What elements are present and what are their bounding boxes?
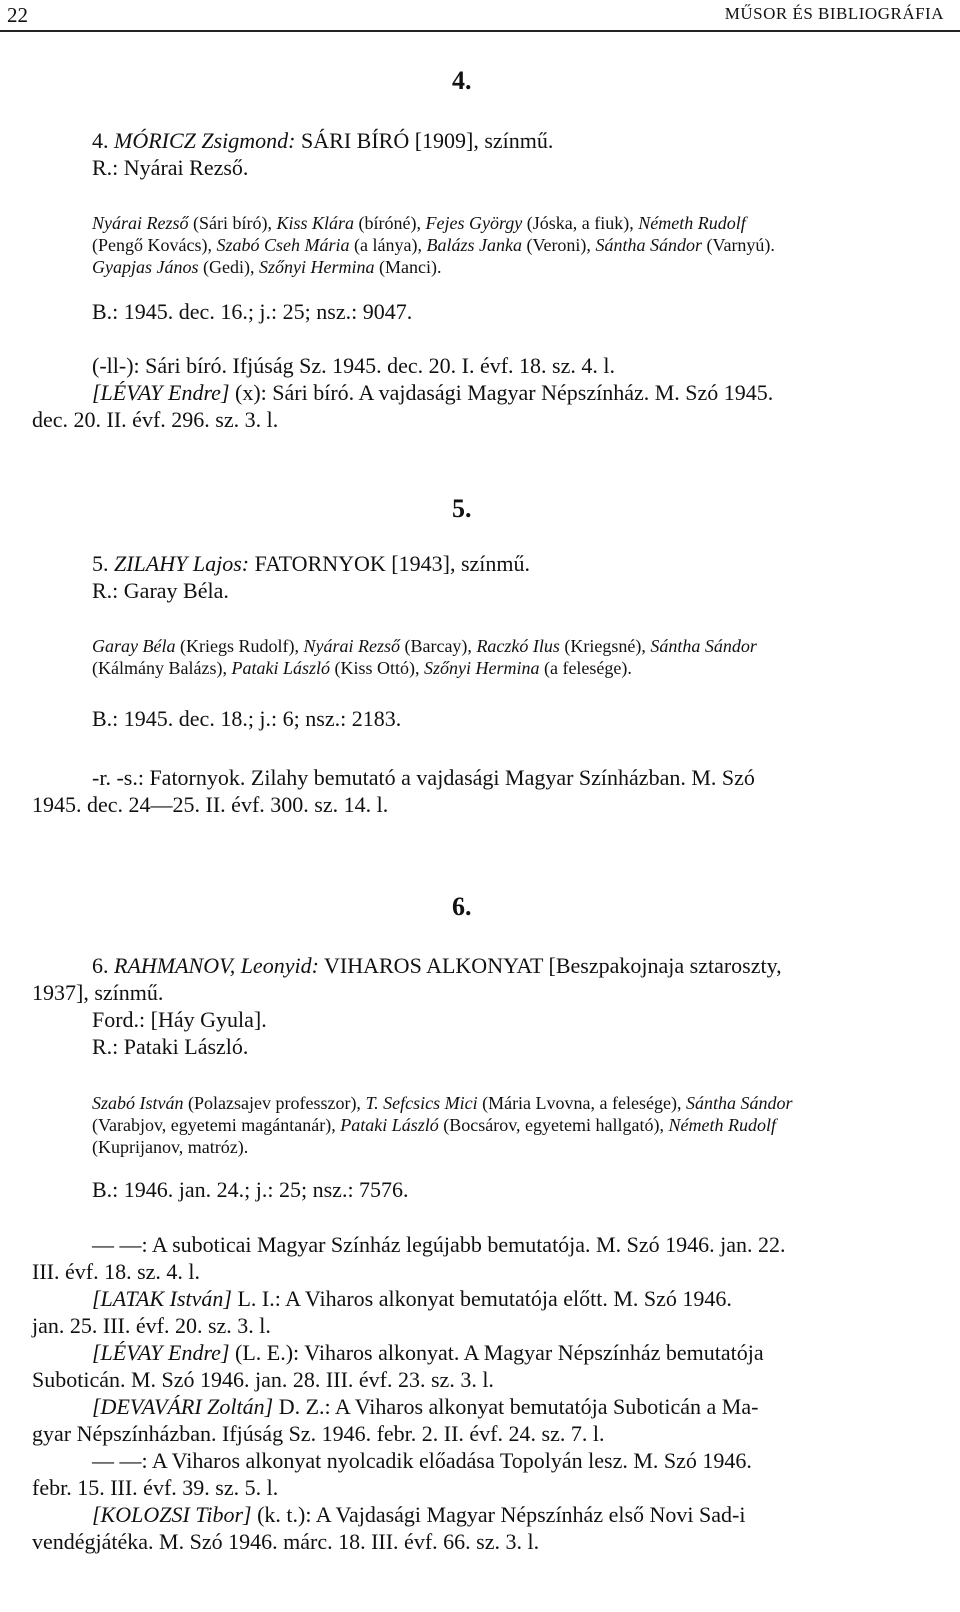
entry5-director: R.: Garay Béla. — [92, 578, 229, 603]
entry6-cast-line — [92, 1114, 776, 1136]
entry4-review-line — [32, 407, 278, 433]
entry5-title-number: 5. — [92, 551, 109, 576]
italic-name: Pataki László — [340, 1115, 439, 1135]
italic-name: Garay Béla — [92, 636, 176, 656]
entry5-cast-line — [92, 657, 632, 679]
italic-name: Sántha Sándor — [685, 1093, 793, 1113]
entry4-director: R.: Nyárai Rezső. — [92, 155, 249, 180]
text-segment: III. évf. 18. sz. 4. l. — [32, 1259, 201, 1284]
italic-name: Gyapjas János — [92, 257, 199, 277]
italic-name: Szabó István — [92, 1093, 184, 1113]
text-segment: (Manci). — [374, 257, 442, 277]
italic-name: Pataki László — [231, 658, 330, 678]
entry4-performance: B.: 1945. dec. 16.; j.: 25; nsz.: 9047. — [92, 299, 413, 324]
text-segment: (Varnyú). — [701, 235, 775, 255]
italic-name: Szőnyi Hermina — [423, 658, 540, 678]
text-segment: (Sári bíró), — [188, 213, 277, 233]
entry6-review-line — [92, 1232, 786, 1258]
italic-name: Fejes György — [425, 213, 523, 233]
running-head: MŰSOR ÉS BIBLIOGRÁFIA — [724, 4, 944, 23]
entry4-title: SÁRI BÍRÓ [1909], színmű. — [301, 128, 554, 153]
entry4-review-line — [92, 380, 773, 406]
text-segment: (Bocsárov, egyetemi hallgató), — [438, 1115, 669, 1135]
entry5-title-line — [92, 551, 530, 577]
italic-name: [LÉVAY Endre] — [92, 1340, 230, 1365]
entry5-author: ZILAHY Lajos: — [114, 551, 250, 576]
text-segment: (a lánya), — [349, 235, 427, 255]
entry4-cast-line — [92, 212, 746, 234]
entry6-review-line — [32, 1313, 271, 1339]
text-segment: (Varabjov, egyetemi magántanár), — [92, 1115, 341, 1135]
text-segment: (-ll-): Sári bíró. Ifjúság Sz. 1945. dec. 20. I. évf. 18. sz. 4. l. — [92, 353, 615, 378]
entry6-title-line — [92, 953, 782, 979]
text-segment: (Pengő Kovács), — [92, 235, 217, 255]
header-rule — [0, 30, 960, 32]
text-segment: (Jóska, a fiuk), — [522, 213, 639, 233]
text-segment: L. I.: A Viharos alkonyat bemutatója előtt. M. Szó 1946. — [231, 1286, 732, 1311]
page-header — [0, 0, 960, 40]
entry6-review-line — [32, 1259, 200, 1285]
italic-name: T. Sefcsics Mici — [365, 1093, 478, 1113]
text-segment: (Kiss Ottó), — [329, 658, 424, 678]
entry5-review-line — [32, 792, 388, 818]
text-segment: (Kálmány Balázs), — [92, 658, 232, 678]
text-segment: gyar Népszínházban. Ifjúság Sz. 1946. febr. 2. II. évf. 24. sz. 7. l. — [32, 1421, 605, 1446]
italic-name: Balázs Janka — [426, 235, 522, 255]
entry6-title-number: 6. — [92, 953, 109, 978]
entry4-author: MÓRICZ Zsigmond: — [114, 128, 296, 153]
text-segment: dec. 20. II. évf. 296. sz. 3. l. — [32, 407, 279, 432]
text-segment: — —: A suboticai Magyar Színház legújabb bemutatója. M. Szó 1946. jan. 22. — [92, 1232, 786, 1257]
text-segment: febr. 15. III. évf. 39. sz. 5. l. — [32, 1475, 279, 1500]
section-number-4: 4. — [452, 66, 472, 95]
entry5-review-line — [92, 765, 755, 791]
entry6-performance: B.: 1946. jan. 24.; j.: 25; nsz.: 7576. — [92, 1177, 409, 1202]
entry6-review-line — [32, 1475, 278, 1501]
entry5-title: FATORNYOK [1943], színmű. — [254, 551, 531, 576]
entry6-title: VIHAROS ALKONYAT [Beszpakojnaja sztaroszty, — [324, 953, 782, 978]
entry6-review-line — [32, 1529, 539, 1555]
text-segment: (L. E.): Viharos alkonyat. A Magyar Népszínház bemutatója — [229, 1340, 764, 1365]
text-segment: — —: A Viharos alkonyat nyolcadik előadása Topolyán lesz. M. Szó 1946. — [92, 1448, 752, 1473]
italic-name: [LÉVAY Endre] — [92, 380, 230, 405]
italic-name: Sántha Sándor — [650, 636, 757, 656]
text-segment: vendégjátéka. M. Szó 1946. márc. 18. III. évf. 66. sz. 3. l. — [32, 1529, 540, 1554]
entry4-cast-line — [92, 256, 441, 278]
entry6-author: RAHMANOV, Leonyid: — [114, 953, 319, 978]
italic-name: Szőnyi Hermina — [258, 257, 375, 277]
entry4-cast-line — [92, 234, 775, 256]
italic-name: Kiss Klára — [276, 213, 355, 233]
entry5-performance: B.: 1945. dec. 18.; j.: 6; nsz.: 2183. — [92, 706, 402, 731]
entry6-translator: Ford.: [Háy Gyula]. — [92, 1007, 267, 1032]
entry6-title-continued: 1937], színmű. — [32, 980, 164, 1005]
text-segment: jan. 25. III. évf. 20. sz. 3. l. — [32, 1313, 271, 1338]
entry6-review-line — [92, 1286, 732, 1312]
section-number-5: 5. — [452, 494, 472, 523]
italic-name: Raczkó Ilus — [476, 636, 560, 656]
text-segment: (Veroni), — [521, 235, 596, 255]
entry6-cast-line — [92, 1136, 248, 1158]
entry6-review-line — [92, 1448, 752, 1474]
text-segment: (Barcay), — [399, 636, 477, 656]
italic-name: Németh Rudolf — [668, 1115, 776, 1135]
italic-name: [KOLOZSI Tibor] — [92, 1502, 252, 1527]
italic-name: Nyárai Rezső — [303, 636, 400, 656]
entry6-review-line — [32, 1367, 494, 1393]
text-segment: -r. -s.: Fatornyok. Zilahy bemutató a vajdasági Magyar Színházban. M. Szó — [92, 765, 755, 790]
text-segment: (bíróné), — [354, 213, 426, 233]
text-segment: (Kriegs Rudolf), — [175, 636, 304, 656]
italic-name: Nyárai Rezső — [92, 213, 189, 233]
italic-name: [DEVAVÁRI Zoltán] — [92, 1394, 274, 1419]
entry5-cast-line — [92, 635, 757, 657]
text-segment: (x): Sári bíró. A vajdasági Magyar Népszínház. M. Szó 1945. — [229, 380, 774, 405]
entry6-director: R.: Pataki László. — [92, 1034, 249, 1059]
entry6-review-line — [92, 1394, 758, 1420]
text-segment: (Kuprijanov, matróz). — [92, 1137, 249, 1157]
section-number-6: 6. — [452, 892, 472, 921]
text-segment: (Gedi), — [198, 257, 259, 277]
text-segment: (k. t.): A Vajdasági Magyar Népszínház első Novi Sad-i — [251, 1502, 746, 1527]
text-segment: 1945. dec. 24—25. II. évf. 300. sz. 14. l. — [32, 792, 389, 817]
italic-name: Sántha Sándor — [595, 235, 702, 255]
entry6-review-line — [92, 1340, 764, 1366]
italic-name: Németh Rudolf — [638, 213, 746, 233]
text-segment: (Polazsajev professzor), — [183, 1093, 366, 1113]
entry6-review-line — [32, 1421, 604, 1447]
entry4-title-number: 4. — [92, 128, 109, 153]
entry6-cast-line — [92, 1092, 793, 1114]
entry6-review-line — [92, 1502, 745, 1528]
text-segment: Suboticán. M. Szó 1946. jan. 28. III. évf. 23. sz. 3. l. — [32, 1367, 494, 1392]
text-segment: (Mária Lvovna, a felesége), — [477, 1093, 686, 1113]
italic-name: [LATAK István] — [92, 1286, 232, 1311]
italic-name: Szabó Cseh Mária — [216, 235, 350, 255]
text-segment: D. Z.: A Viharos alkonyat bemutatója Suboticán a Ma- — [273, 1394, 759, 1419]
entry4-title-line — [92, 128, 553, 154]
page-number: 22 — [7, 3, 28, 27]
text-segment: (Kriegsné), — [559, 636, 651, 656]
entry4-review-line — [92, 353, 615, 379]
text-segment: (a felesége). — [539, 658, 632, 678]
